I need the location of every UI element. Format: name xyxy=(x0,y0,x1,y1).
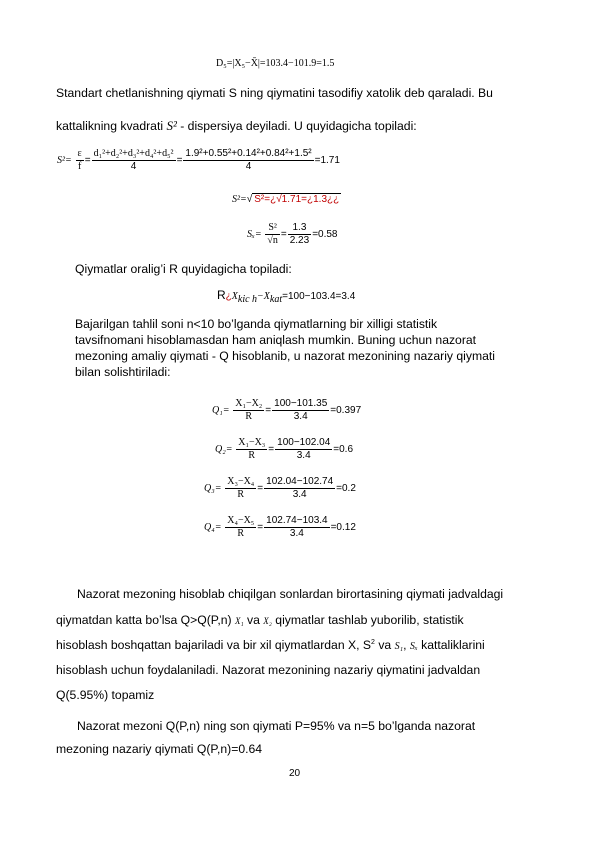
formula-lhs: Q₂= xyxy=(215,444,233,456)
fraction-denominator: 4 xyxy=(245,161,252,172)
symbol-s1: S₁ xyxy=(394,641,404,652)
fraction-denominator: R xyxy=(248,450,256,461)
fraction-numerator: X₄−X₅ xyxy=(227,515,255,526)
fraction-denominator: 2.23 xyxy=(289,235,310,246)
fraction-numerator: 100−101.35 xyxy=(274,398,328,409)
fraction-denominator: 3.4 xyxy=(293,411,308,422)
formula-result: =0.6 xyxy=(333,444,354,456)
symbol-x1: X₁ xyxy=(234,616,244,626)
fraction-denominator: 3.4 xyxy=(296,450,311,461)
fraction-numerator: X₃−X₄ xyxy=(227,476,255,487)
text-segment: va xyxy=(247,613,260,627)
fraction-numerator: S² xyxy=(265,222,280,235)
fraction xyxy=(265,222,280,247)
formula-range xyxy=(217,288,356,305)
superscript: 2 xyxy=(371,638,375,646)
fraction-numerator: ε xyxy=(77,148,82,159)
paragraph-criterion-line xyxy=(56,613,464,629)
range-x: X xyxy=(231,291,238,302)
range-symbol: R xyxy=(217,288,226,302)
text-segment: kattaliklarini xyxy=(421,638,485,652)
fraction-denominator: 3.4 xyxy=(289,528,304,539)
fraction xyxy=(225,515,256,540)
formula-q4: Q₄= $\frac{\text{X₄−X₅}}{R}$ = $\frac{102.74-103.4}{3.4}$ =0.12 xyxy=(204,515,356,539)
formula-result: =0.397 xyxy=(330,405,362,417)
fraction xyxy=(288,222,311,247)
fraction-numerator: 1.9²+0.55²+0.14²+0.84²+1.5² xyxy=(185,148,312,159)
page-number: 20 xyxy=(289,768,301,779)
fraction xyxy=(183,148,313,173)
formula-lhs: S²= xyxy=(232,194,247,205)
paragraph-q-intro-line: tavsifnomani hisoblamasdan ham aniqlash mumkin. Buning uchun nazorat xyxy=(75,333,477,347)
fraction xyxy=(275,437,332,462)
fraction-denominator: 3.4 xyxy=(292,489,307,500)
paragraph-criterion-line: Q(5.95%) topamiz xyxy=(56,688,155,702)
symbol-x2: X₂ xyxy=(263,616,272,626)
fraction-denominator: R xyxy=(237,528,245,539)
range-minus-x: −X xyxy=(257,291,270,302)
paragraph-criterion-line: hisoblash uchun foydalaniladi. Nazorat mezonining nazariy qiymatini jadvaldan xyxy=(56,663,481,677)
paragraph-standard-deviation: Standart chetlanishning qiymati S ning qiymatini tasodifiy xatolik deb qaraladi. Bu xyxy=(56,86,493,100)
range-mark: ¿ xyxy=(225,291,232,302)
paragraph-variance-intro xyxy=(56,118,417,134)
fraction xyxy=(264,515,329,540)
formula-q1: Q₁= $\frac{\text{X₁−X₂}}{R}$ = $\frac{100-101.35}{3.4}$ =0.397 xyxy=(212,398,362,422)
text-segment: , xyxy=(403,638,407,652)
formula-sx: Sₓ= $\frac{\text{S²}}{√n}$ = $\frac{1.3}{2.23}$ =0.58 xyxy=(247,222,338,246)
fraction xyxy=(92,148,176,173)
paragraph-criterion-line: Nazorat mezoning hisoblab chiqilgan sonlardan birortasining qiymati jadvaldagi xyxy=(77,587,504,601)
paragraph-q-intro-line: Bajarilgan tahlil soni n<10 bo’lganda qiymatlarning bir xilligi statistik xyxy=(75,317,438,331)
fraction-denominator: R xyxy=(237,489,245,500)
fraction xyxy=(272,398,329,423)
fraction-numerator: d₁²+d₂²+d₃²+d₄²+d₅² xyxy=(93,148,174,159)
fraction-numerator: 100−102.04 xyxy=(277,437,331,448)
formula-lhs: Q₃= xyxy=(204,483,222,495)
formula-lhs: Q₄= xyxy=(204,522,222,534)
fraction-denominator: 4 xyxy=(130,161,137,172)
paragraph-q-intro-line: mezoning amaliy qiymati - Q hisoblanib, u nazorat mezonining nazariy qiymati xyxy=(75,349,495,363)
fraction-denominator: f xyxy=(77,161,82,172)
fraction xyxy=(76,148,84,173)
text-segment: - dispersiya deyiladi. U quyidagicha topiladi: xyxy=(180,119,417,133)
text-segment: hisoblash boshqattan bajariladi va bir xil qiymatlardan X, S xyxy=(56,638,372,652)
fraction xyxy=(225,476,256,501)
formula-q2: Q₂= $\frac{\text{X₁−X₃}}{R}$ = $\frac{100-102.04}{3.4}$ =0.6 xyxy=(215,437,354,461)
fraction xyxy=(236,437,267,462)
range-result: =100−103.4=3.4 xyxy=(282,291,356,302)
fraction-numerator: 1.3 xyxy=(288,222,311,235)
formula-d5: D₅=|X₅−X̄|=103.4−101.9=1.5 xyxy=(216,58,335,69)
fraction xyxy=(233,398,264,423)
fraction-numerator: X₁−X₂ xyxy=(235,398,263,409)
formula-lhs: S²= xyxy=(57,155,72,167)
formula-result: =0.2 xyxy=(336,483,356,495)
text-segment: kattalikning kvadrati xyxy=(56,119,164,133)
paragraph-criterion-value-line: mezoning nazariy qiymati Q(P,n)=0.64 xyxy=(56,742,263,756)
formula-result: =0.58 xyxy=(312,229,338,241)
formula-lhs: Q₁= xyxy=(212,405,230,417)
fraction xyxy=(264,476,335,501)
fraction-numerator: 102.04−102.74 xyxy=(266,476,334,487)
formula-result: =1.71 xyxy=(314,155,340,167)
fraction-numerator: 102.74−103.4 xyxy=(266,515,328,526)
symbol-sx: Sₓ xyxy=(409,641,418,652)
formula-q3: Q₃= $\frac{\text{X₃−X₄}}{R}$ = $\frac{102.04-102.74}{3.4}$ =0.2 xyxy=(204,476,356,500)
formula-lhs: Sₓ= xyxy=(247,229,262,241)
paragraph-criterion-value-line: Nazorat mezoni Q(P,n) ning son qiymati P=95% va n=5 bo’lganda nazorat xyxy=(77,719,476,733)
text-segment: qiymatlar tashlab yuborilib, statistik xyxy=(275,613,464,627)
paragraph-q-intro-line: bilan solishtiriladi: xyxy=(75,365,171,379)
paragraph-criterion-line xyxy=(56,638,485,654)
paragraph-range-intro: Qiymatlar oralig’i R quyidagicha topiladi: xyxy=(75,262,292,276)
fraction-denominator: √n xyxy=(267,235,278,246)
range-sub: kat xyxy=(269,294,283,305)
range-sub: kic h xyxy=(237,294,258,305)
formula-sqrt: S²=√ S²=¿√1.71=¿1.3¿¿ xyxy=(232,194,340,205)
text-segment: va xyxy=(378,638,392,652)
variance-symbol: S² xyxy=(166,118,177,133)
fraction-denominator: R xyxy=(245,411,253,422)
text-segment: qiymatdan katta bo’lsa Q>Q(P,n) xyxy=(56,613,232,627)
fraction-numerator: X₁−X₃ xyxy=(238,437,266,448)
formula-result: =0.12 xyxy=(330,522,356,534)
formula-variance: S²= $\frac{\varepsilon}{f}$ = $\frac{\text{d₁²+d₂²+d₃²+d₄²+d₅²}}{4}$ = $\frac{\text{1.9²+0.55²+0.14²+0.84²+1.5²}}{4}$ =1.71 xyxy=(57,148,340,172)
formula-radicand: S²=¿√1.71=¿1.3¿¿ xyxy=(254,194,340,205)
